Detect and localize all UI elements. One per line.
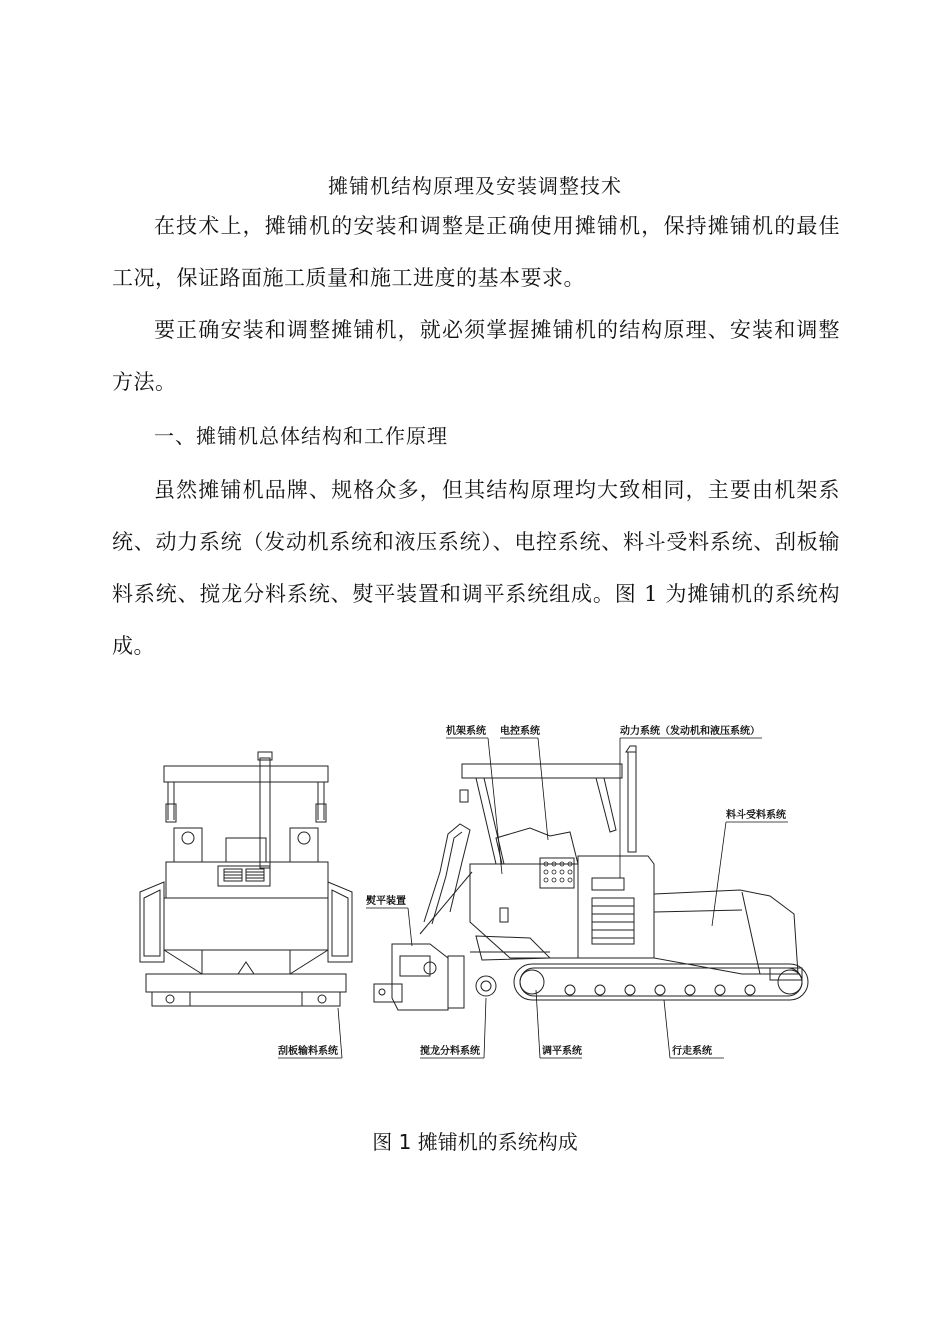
paver-system-diagram <box>130 712 820 1092</box>
diagram-leader-lines <box>278 738 788 1058</box>
paver-side-view <box>374 746 808 1010</box>
paver-rear-view <box>140 752 352 1006</box>
section-heading: 一、摊铺机总体结构和工作原理 <box>154 424 448 448</box>
figure-caption: 图 1 摊铺机的系统构成 <box>372 1130 578 1154</box>
label-electric-control-system: 电控系统 <box>500 726 540 737</box>
label-travel-system: 行走系统 <box>672 1046 712 1057</box>
label-scraper-conveyor-system: 刮板输料系统 <box>278 1046 338 1057</box>
document-title: 摊铺机结构原理及安装调整技术 <box>328 174 622 198</box>
paragraph-intro: 在技术上，摊铺机的安装和调整是正确使用摊铺机，保持摊铺机的最佳工况，保证路面施工质量和施工进度的基本要求。 <box>112 214 840 290</box>
label-power-system: 动力系统（发动机和液压系统） <box>620 726 760 737</box>
paragraph-requirement: 要正确安装和调整摊铺机，就必须掌握摊铺机的结构原理、安装和调整方法。 <box>112 318 840 394</box>
paragraph-structure: 虽然摊铺机品牌、规格众多，但其结构原理均大致相同，主要由机架系统、动力系统（发动机系统和液压系统）、电控系统、料斗受料系统、刮板输料系统、搅龙分料系统、熨平装置和调平系统组成。图 1 为摊铺机的系统构成。 <box>112 478 840 658</box>
label-auger-distribution-system: 搅龙分料系统 <box>420 1046 480 1057</box>
label-leveling-system: 调平系统 <box>542 1046 582 1057</box>
label-hopper-system: 料斗受料系统 <box>726 810 786 821</box>
label-screed-device: 熨平装置 <box>366 896 406 907</box>
label-frame-system: 机架系统 <box>446 726 486 737</box>
